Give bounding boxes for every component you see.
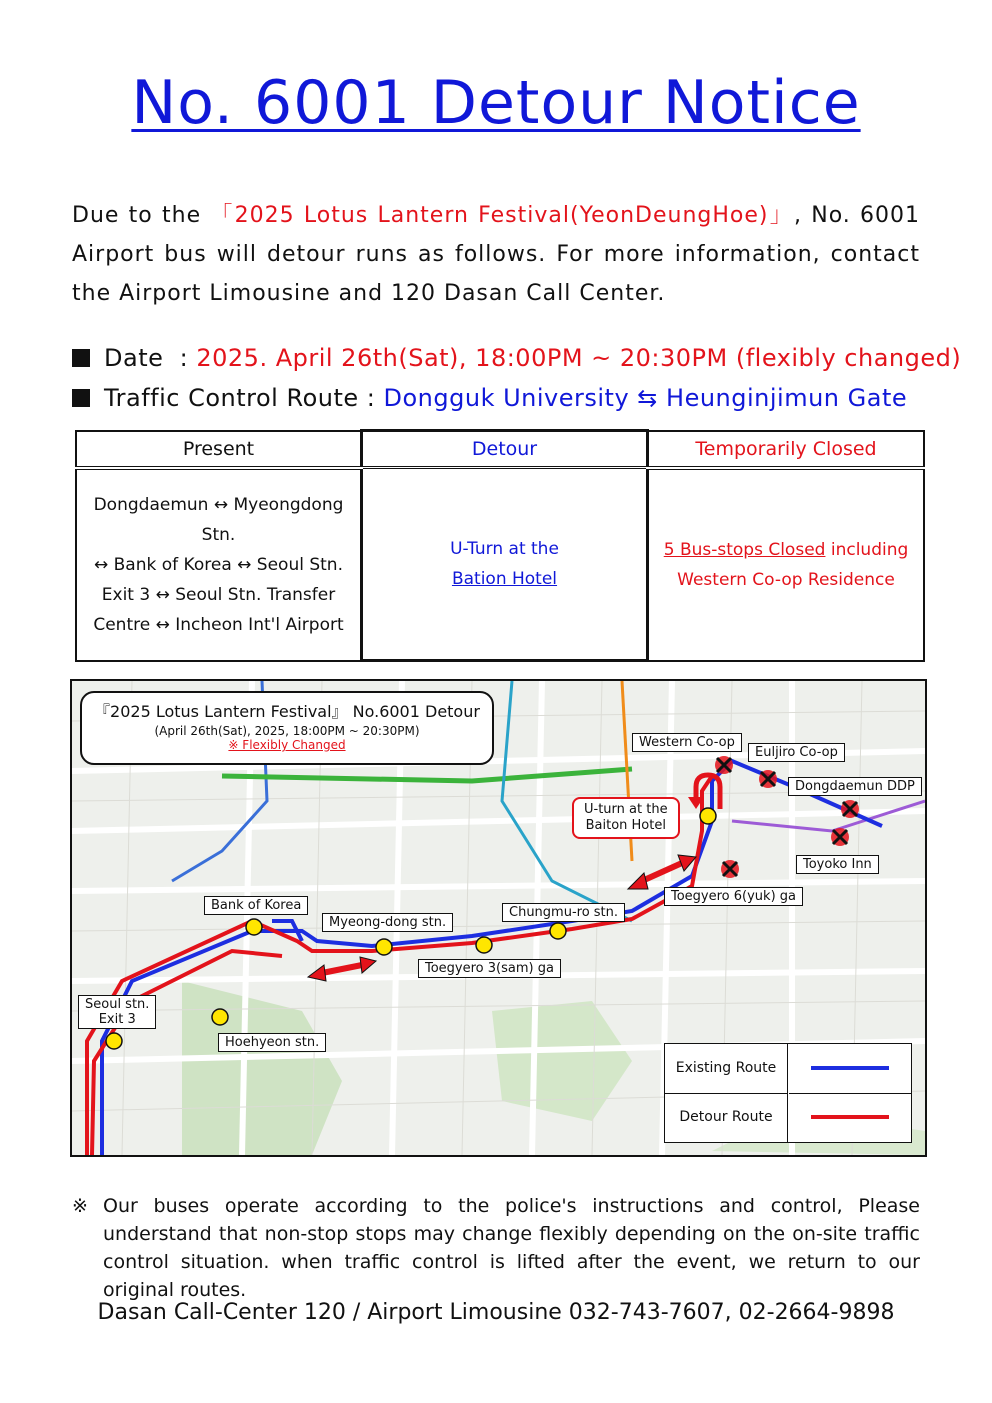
square-bullet-icon <box>72 389 90 407</box>
label-hoehyeon: Hoehyeon stn. <box>218 1033 326 1052</box>
date-label: Date : <box>104 344 189 372</box>
label-toyoko-inn: Toyoko Inn <box>796 855 879 874</box>
map-title: 『2025 Lotus Lantern Festival』 No.6001 Detour <box>94 702 480 721</box>
reference-mark: ※ <box>72 1195 88 1217</box>
route-table <box>75 429 925 662</box>
closed-residence: Western Co-op Residence <box>677 569 895 590</box>
square-bullet-icon <box>72 349 90 367</box>
detour-hotel: Bation Hotel <box>451 569 558 589</box>
label-euljiro-coop: Euljiro Co-op <box>748 743 845 762</box>
present-line: Dongdaemun ↔ Myeongdong Stn. <box>93 494 344 545</box>
label-western-coop: Western Co-op <box>632 733 742 752</box>
detour-map <box>70 679 927 1157</box>
date-value: 2025. April 26th(Sat), 18:00PM ~ 20:30PM (flexibly changed) <box>196 344 962 372</box>
page-title: No. 6001 Detour Notice <box>131 68 861 138</box>
label-bank-of-korea: Bank of Korea <box>204 896 308 915</box>
note-text: Our buses operate according to the police's instructions and control, Please understand that non-stop stops may change flexibly depending on the on-site traffic control situation. when traffic control is lifted after the event, we return to our original routes. <box>103 1195 920 1301</box>
closed-cell <box>648 468 925 661</box>
legend-detour-swatch <box>789 1093 911 1142</box>
contact-footer: Dasan Call-Center 120 / Airport Limousine 032-743-7607, 02-2664-9898 <box>97 1300 895 1325</box>
map-title-box <box>80 691 494 765</box>
intro-before: Due to the <box>72 203 211 228</box>
detour-cell <box>362 468 648 661</box>
map-flex-note: ※ Flexibly Changed <box>228 738 346 752</box>
label-uturn: U-turn at the Baiton Hotel <box>572 797 680 839</box>
traffic-value: Dongguk University ⇆ Heunginjimun Gate <box>383 384 908 412</box>
label-dongdaemun-ddp: Dongdaemun DDP <box>788 777 922 796</box>
label-toegyero6: Toegyero 6(yuk) ga <box>664 887 803 906</box>
legend-detour-label: Detour Route <box>665 1093 788 1142</box>
festival-name: 「2025 Lotus Lantern Festival(YeonDeungHoe)」 <box>210 203 794 228</box>
intro-after: , No. 6001 Airport bus will detour runs as follows. For more information, contact the Airport Limousine and 120 Dasan Call Center. <box>72 203 921 306</box>
traffic-line <box>72 384 907 412</box>
closed-count: 5 Bus-stops Closed <box>663 539 826 560</box>
present-line: Exit 3 ↔ Seoul Stn. Transfer <box>101 584 336 605</box>
header-closed: Temporarily Closed <box>648 431 925 468</box>
detour-line: U-Turn at the <box>450 539 559 559</box>
intro-paragraph <box>72 196 920 313</box>
label-seoul-stn: Seoul stn. Exit 3 <box>78 995 156 1029</box>
present-cell <box>76 468 362 661</box>
closed-including: including <box>825 539 909 560</box>
header-present: Present <box>76 431 362 468</box>
present-line: ↔ Bank of Korea ↔ Seoul Stn. <box>94 554 343 575</box>
legend-existing-swatch <box>789 1044 911 1094</box>
date-line <box>72 344 961 372</box>
header-detour: Detour <box>362 431 648 468</box>
present-line: Centre ↔ Incheon Int'l Airport <box>93 614 344 635</box>
legend-existing-label: Existing Route <box>665 1044 788 1094</box>
label-chungmuro: Chungmu-ro stn. <box>502 903 625 922</box>
traffic-label: Traffic Control Route : <box>104 384 376 412</box>
notice-note <box>72 1192 920 1304</box>
label-myeongdong: Myeong-dong stn. <box>322 913 453 932</box>
label-toegyero3: Toegyero 3(sam) ga <box>418 959 561 978</box>
map-legend <box>664 1043 912 1143</box>
map-date: (April 26th(Sat), 2025, 18:00PM ~ 20:30PM) <box>154 724 420 738</box>
